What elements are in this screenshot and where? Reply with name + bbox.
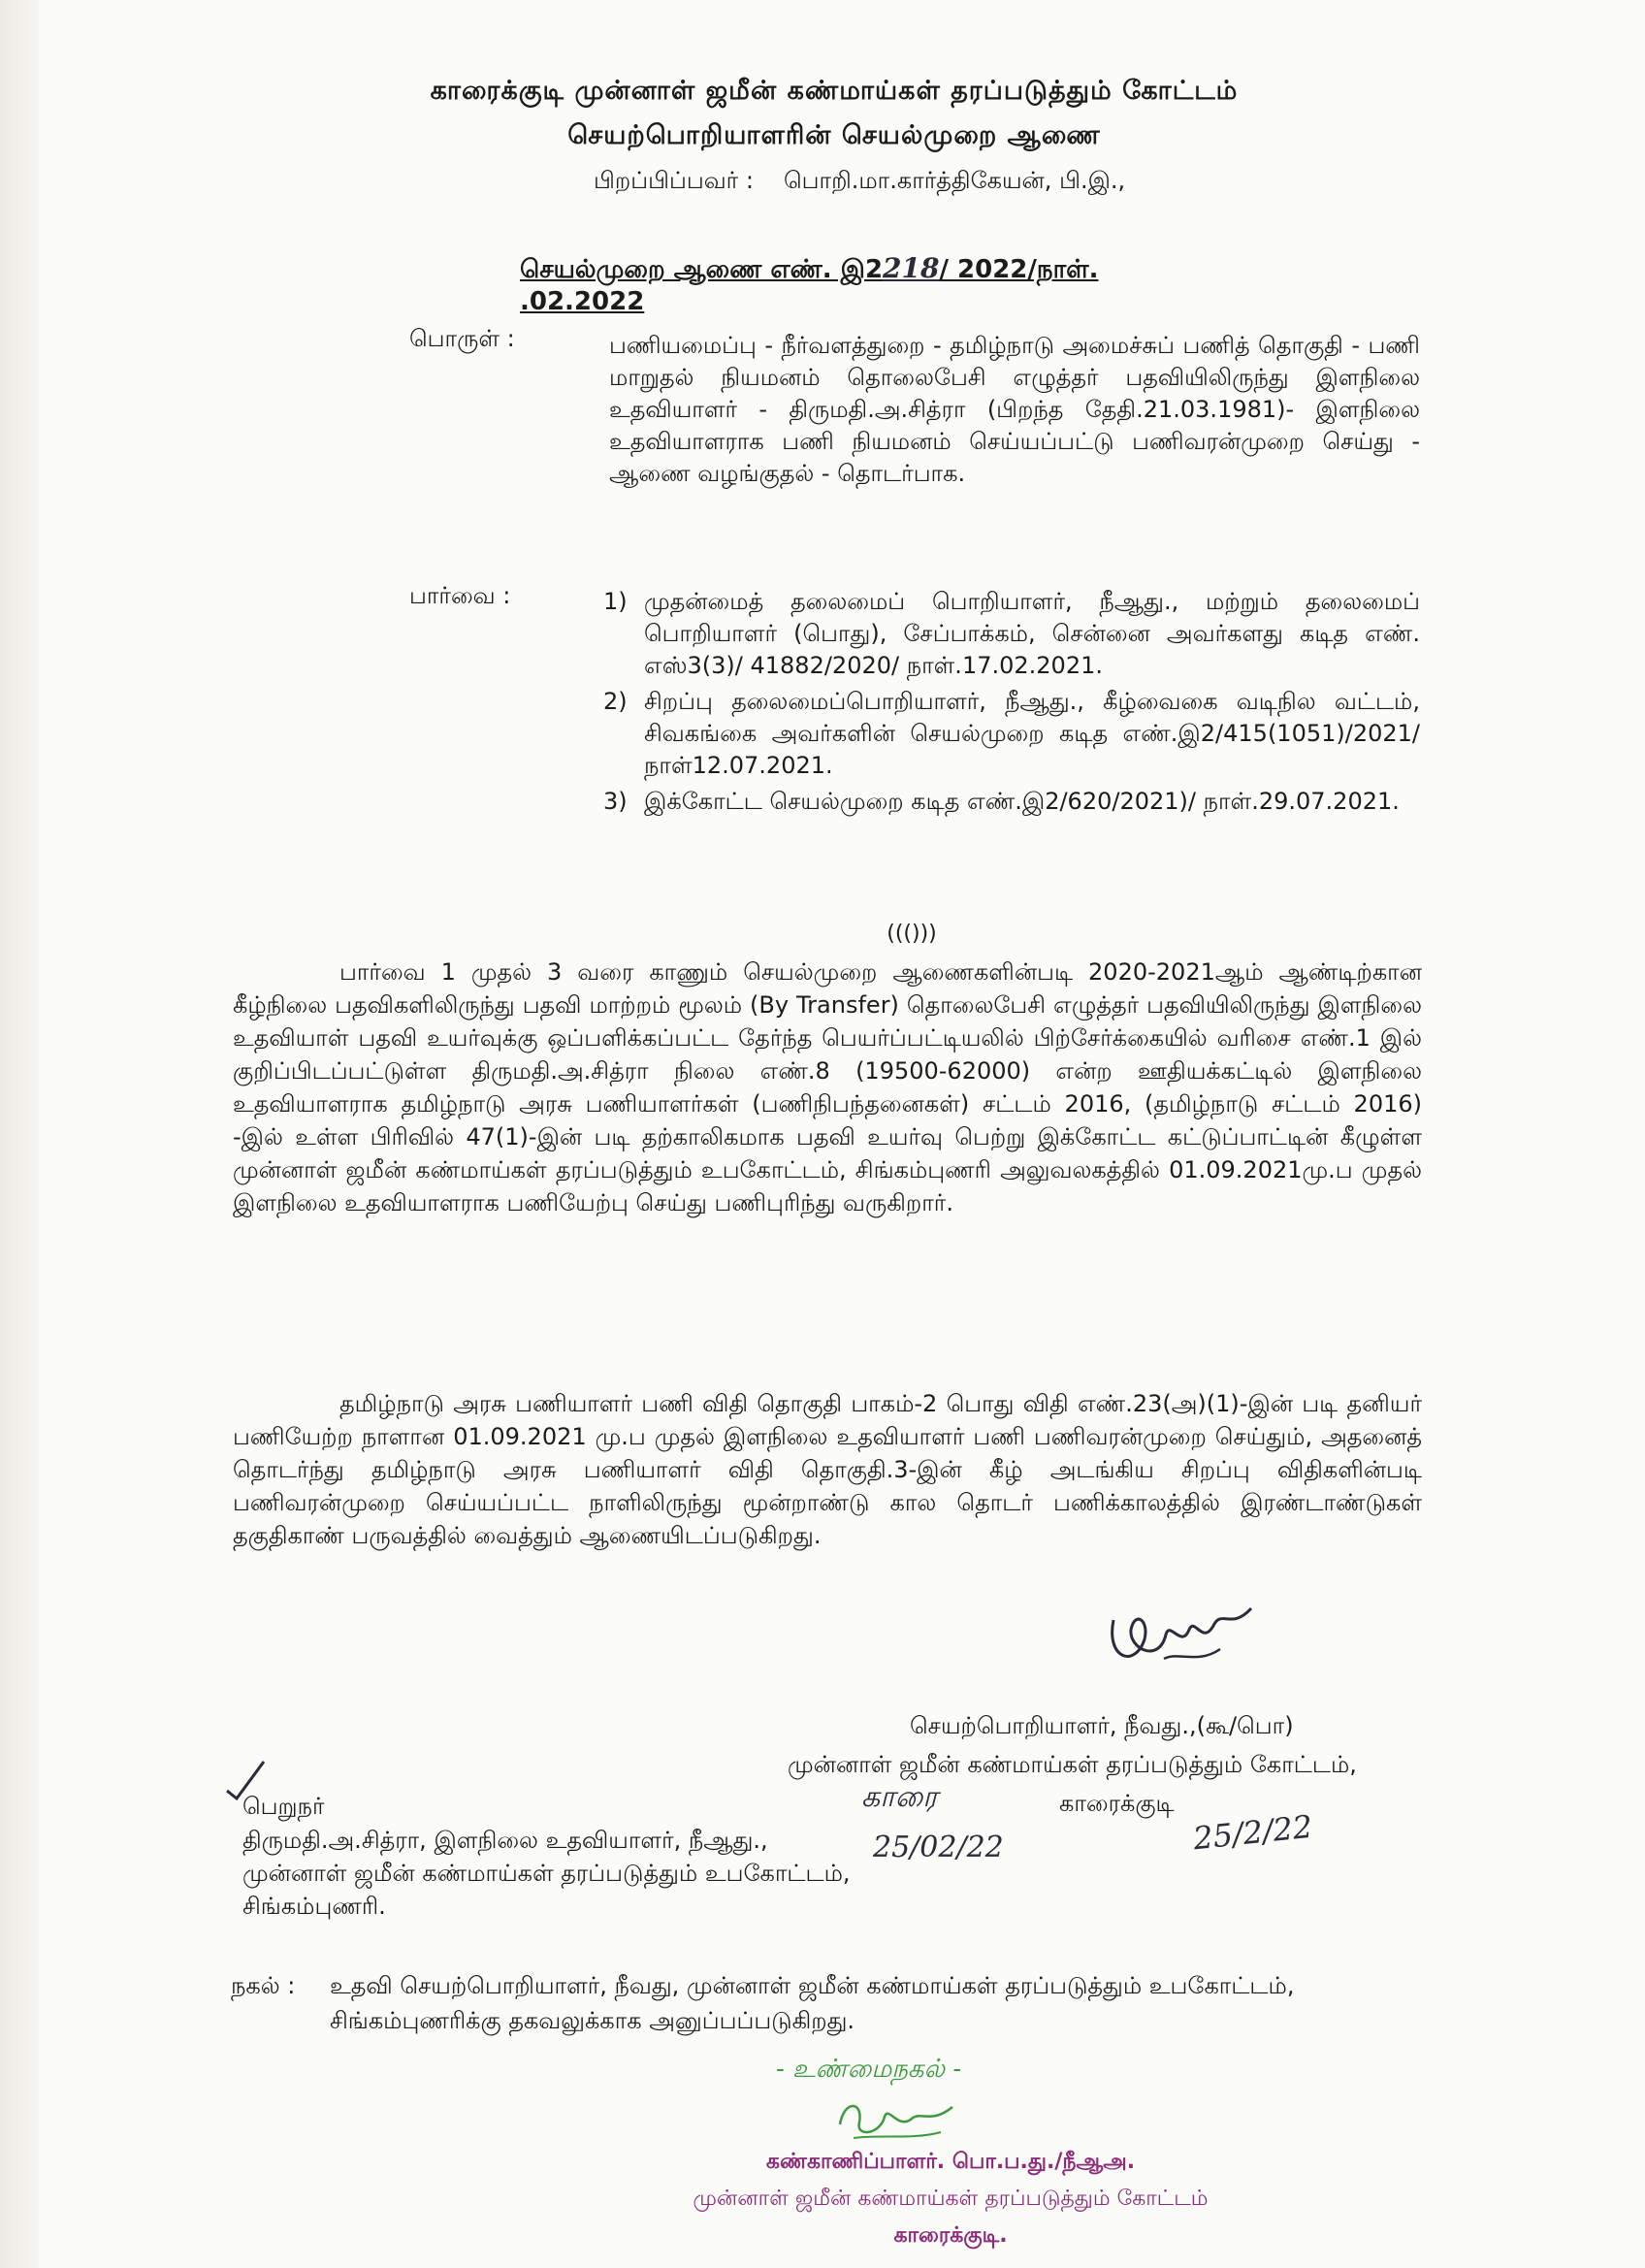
reference-item	[603, 786, 1420, 818]
scan-edge	[0, 0, 39, 2268]
copy-line-2: சிங்கம்புணரிக்கு தகவலுக்காக அனுப்பப்படுகிறது.	[330, 2007, 855, 2034]
subject-text: பணியமைப்பு - நீர்வளத்துறை - தமிழ்நாடு அமைச்சுப் பணித் தொகுதி - பணி மாறுதல் நியமனம் தொலைபேசி எழுத்தர் பதவியிலிருந்து இளநிலை உதவியாளர் - திருமதி.அ.சித்ரா (பிறந்த தேதி.21.03.1981)- இளநிலை உதவியாளராக பணி நியமனம் செய்யப்பட்டு பணிவரன்முறை செய்து - ஆணை வழங்குதல் - தொடர்பாக.	[609, 332, 1421, 487]
reference-text: முதன்மைத் தலைமைப் பொறியாளர், நீஆது., மற்றும் தலைமைப் பொறியாளர் (பொது), சேப்பாக்கம், சென்னை அவர்களது கடித எண். எஸ்3(3)/ 41882/2020/ நாள்.17.02.2021.	[644, 588, 1420, 679]
handwritten-date-initial: 25/2/22	[1191, 1807, 1315, 1858]
references-list	[603, 586, 1420, 822]
stamp-line-3: காரைக்குடி.	[893, 2223, 1008, 2248]
copy-line-1: உதவி செயற்பொறியாளர், நீவது, முன்னாள் ஜமீன் கண்மாய்கள் தரப்படுத்தும் உபகோட்டம்,	[330, 1972, 1295, 1999]
office-stamp	[679, 2144, 1222, 2254]
recipient-label: பெறுநர்	[242, 1793, 325, 1820]
order-date: .02.2022	[520, 287, 645, 316]
issuer-label: பிறப்பிப்பவர் :	[594, 167, 754, 194]
reference-text: சிறப்பு தலைமைப்பொறியாளர், நீஆது., கீழ்வைகை வடிநில வட்டம், சிவகங்கை அவர்களின் செயல்முறை கடித எண்.இ2/415(1051)/2021/நாள்12.07.2021.	[644, 688, 1420, 779]
order-type-heading: செயற்பொறியாளரின் செயல்முறை ஆணை	[567, 120, 1101, 150]
signature-mark	[1106, 1591, 1261, 1678]
reference-item	[603, 686, 1420, 782]
section-separator: ((()))	[887, 922, 937, 946]
recipient-line-2: முன்னாள் ஜமீன் கண்மாய்கள் தரப்படுத்தும் உபகோட்டம்,	[242, 1860, 851, 1887]
reference-number: 1)	[603, 588, 628, 615]
stamp-line-2: முன்னாள் ஜமீன் கண்மாய்கள் தரப்படுத்தும் கோட்டம்	[693, 2187, 1209, 2211]
recipient-line-1: திருமதி.அ.சித்ரா, இளநிலை உதவியாளர், நீஆது.,	[242, 1827, 768, 1854]
attesting-signature	[834, 2095, 960, 2144]
subject-label: பொருள் :	[409, 325, 515, 352]
copy-label: நகல் :	[231, 1972, 296, 1999]
handwritten-place: காரை	[861, 1780, 938, 1814]
reference-text: இக்கோட்ட செயல்முறை கடித எண்.இ2/620/2021)/ நாள்.29.07.2021.	[644, 788, 1400, 815]
reference-item	[603, 586, 1420, 682]
issuer-name: பொறி.மா.கார்த்திகேயன், பி.இ.,	[784, 167, 1126, 194]
true-copy-mark: - உண்மைநகல் -	[776, 2055, 962, 2084]
references-label: பார்வை :	[409, 582, 511, 609]
body-paragraph-2: தமிழ்நாடு அரசு பணியாளர் பணி விதி தொகுதி பாகம்-2 பொது விதி எண்.23(அ)(1)-இன் படி தனியர் பணியேற்ற நாளான 01.09.2021 மு.ப முதல் இளநிலை உதவியாளர் பணி பணிவரன்முறை செய்தும், அதனைத் தொடர்ந்து தமிழ்நாடு அரசு பணியாளர் விதி தொகுதி.3-இன் கீழ் அடங்கிய சிறப்பு விதிகளின்படி பணிவரன்முறை செய்யப்பட்ட நாளிலிருந்து மூன்றாண்டு கால தொடர் பணிக்காலத்தில் இரண்டாண்டுகள் தகுதிகாண் பருவத்தில் வைத்தும் ஆணையிடப்படுகிறது.	[233, 1390, 1423, 1549]
handwritten-date: 25/02/22	[873, 1831, 1004, 1864]
reference-number: 2)	[603, 688, 628, 715]
order-number	[520, 252, 1276, 316]
order-number-prefix: செயல்முறை ஆணை எண். இ2	[520, 255, 884, 284]
order-number-handwritten: 218	[883, 252, 940, 284]
signatory-title: செயற்பொறியாளர், நீவது.,(கூ/பொ)	[910, 1712, 1294, 1739]
reference-number: 3)	[603, 788, 628, 815]
signatory-office: முன்னாள் ஜமீன் கண்மாய்கள் தரப்படுத்தும் கோட்டம்,	[788, 1751, 1357, 1778]
signatory-place: காரைக்குடி	[1059, 1790, 1175, 1817]
order-number-suffix: / 2022/நாள்.	[939, 255, 1099, 284]
body-paragraph-1: பார்வை 1 முதல் 3 வரை காணும் செயல்முறை ஆணைகளின்படி 2020-2021ஆம் ஆண்டிற்கான கீழ்நிலை பதவிகளிலிருந்து பதவி மாற்றம் மூலம் (By Transfer) தொலைபேசி எழுத்தர் பதவியிலிருந்து இளநிலை உதவியாள் பதவி உயர்வுக்கு ஒப்பளிக்கப்பட்ட தேர்ந்த பெயர்ப்பட்டியலில் பிற்சேர்க்கையில் வரிசை எண்.1 இல் குறிப்பிடப்பட்டுள்ள திருமதி.அ.சித்ரா நிலை எண்.8 (19500-62000) என்ற ஊதியக்கட்டில் இளநிலை உதவியாளராக தமிழ்நாடு அரசு பணியாளர்கள் (பணிநிபந்தனைகள்) சட்டம் 2016, (தமிழ்நாடு சட்டம் 2016) -இல் உள்ள பிரிவில் 47(1)-இன் படி தற்காலிகமாக பதவி உயர்வு பெற்று இக்கோட்ட கட்டுப்பாட்டின் கீழுள்ள முன்னாள் ஜமீன் கண்மாய்கள் தரப்படுத்தும் உபகோட்டம், சிங்கம்புணரி அலுவலகத்தில் 01.09.2021மு.ப முதல் இளநிலை உதவியாளராக பணியேற்பு செய்து பணிபுரிந்து வருகிறார்.	[233, 958, 1422, 1216]
stamp-line-1: கண்காணிப்பாளர். பொ.ப.து./நீஆஅ.	[765, 2150, 1136, 2174]
recipient-line-3: சிங்கம்புணரி.	[242, 1893, 386, 1920]
office-heading: காரைக்குடி முன்னாள் ஜமீன் கண்மாய்கள் தரப்படுத்தும் கோட்டம்	[430, 76, 1239, 106]
